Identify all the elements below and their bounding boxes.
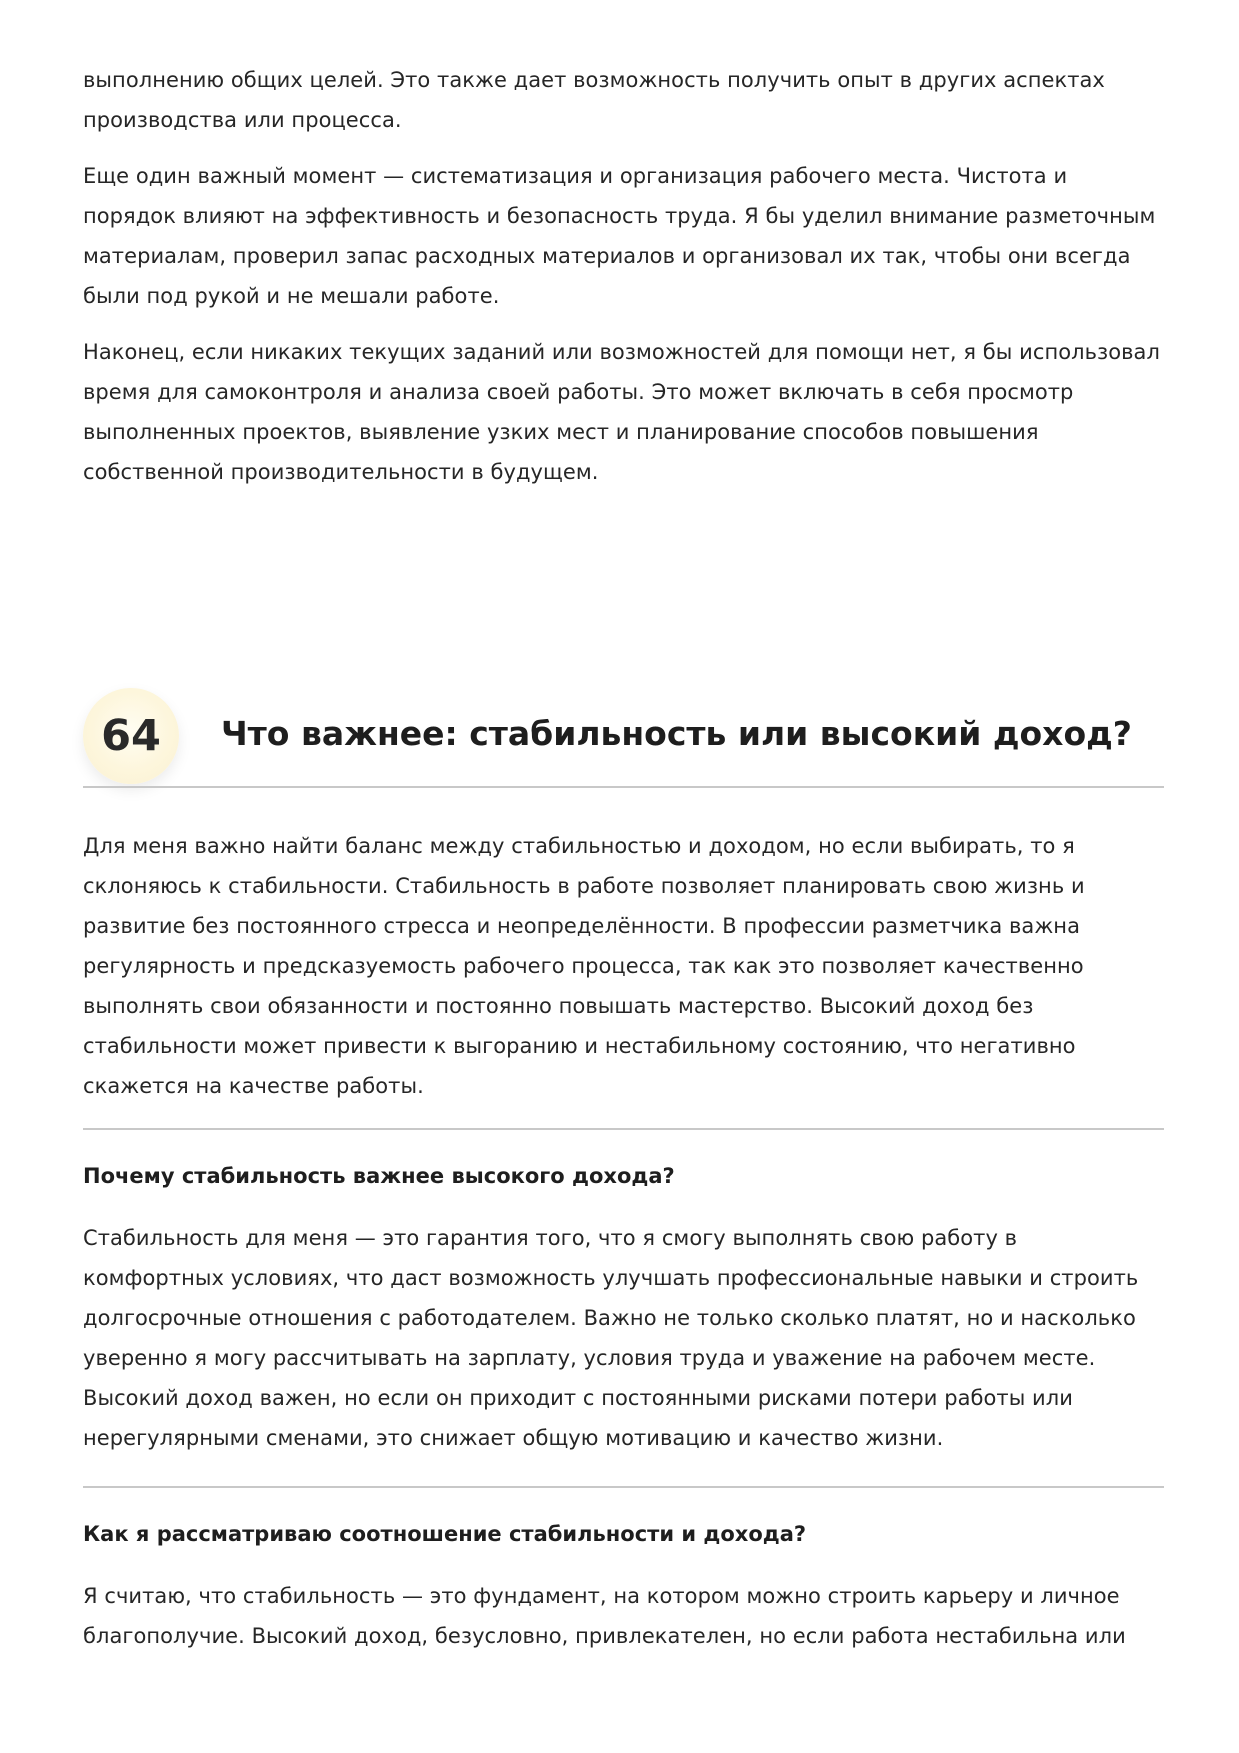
intro-paragraph-2: Еще один важный момент — систематизация и организация рабочего места. Чистота и порядок влияют на эффективность и безопасность труда. Я бы уделил внимание разметочным материалам, проверил запас расходных материалов и организовал их так, чтобы они всегда были под рукой и не мешали работе.	[83, 164, 1156, 308]
followup-section-1	[83, 1160, 1164, 1458]
divider	[83, 1128, 1164, 1130]
intro-paragraph-1: выполнению общих целей. Это также дает возможность получить опыт в других аспектах производства или процесса.	[83, 68, 1105, 132]
question-number: 64	[101, 711, 161, 761]
divider	[83, 786, 1164, 788]
question-title: Что важнее: стабильность или высокий доход?	[221, 714, 1132, 753]
followup-heading-2: Как я рассматриваю соотношение стабильности и дохода?	[83, 1522, 807, 1546]
intro-section	[83, 60, 1163, 492]
question-number-badge	[83, 688, 179, 784]
answer-paragraph: Для меня важно найти баланс между стабильностью и доходом, но если выбирать, то я склоняюсь к стабильности. Стабильность в работе позволяет планировать свою жизнь и развитие без постоянного стресса и неопределённости. В профессии разметчика важна регулярность и предсказуемость рабочего процесса, так как это позволяет качественно выполнять свои обязанности и постоянно повышать мастерство. Высокий доход без стабильности может привести к выгоранию и нестабильному состоянию, что негативно скажется на качестве работы.	[83, 834, 1085, 1098]
followup-text-1: Стабильность для меня — это гарантия того, что я смогу выполнять свою работу в комфортных условиях, что даст возможность улучшать профессиональные навыки и строить долгосрочные отношения с работодателем. Важно не только сколько платят, но и насколько уверенно я могу рассчитывать на зарплату, условия труда и уважение на рабочем месте. Высокий доход важен, но если он приходит с постоянными рисками потери работы или нерегулярными сменами, это снижает общую мотивацию и качество жизни.	[83, 1226, 1139, 1450]
followup-text-2: Я считаю, что стабильность — это фундамент, на котором можно строить карьеру и личное благополучие. Высокий доход, безусловно, привлекателен, но если работа нестабильна или	[83, 1584, 1126, 1648]
followup-section-2	[83, 1518, 1164, 1656]
intro-paragraph-3: Наконец, если никаких текущих заданий или возможностей для помощи нет, я бы использовал время для самоконтроля и анализа своей работы. Это может включать в себя просмотр выполненных проектов, выявление узких мест и планирование способов повышения собственной производительности в будущем.	[83, 340, 1160, 484]
divider	[83, 1486, 1164, 1488]
followup-heading-1: Почему стабильность важнее высокого дохода?	[83, 1164, 675, 1188]
answer-section	[83, 826, 1164, 1106]
question-header	[83, 688, 1164, 788]
